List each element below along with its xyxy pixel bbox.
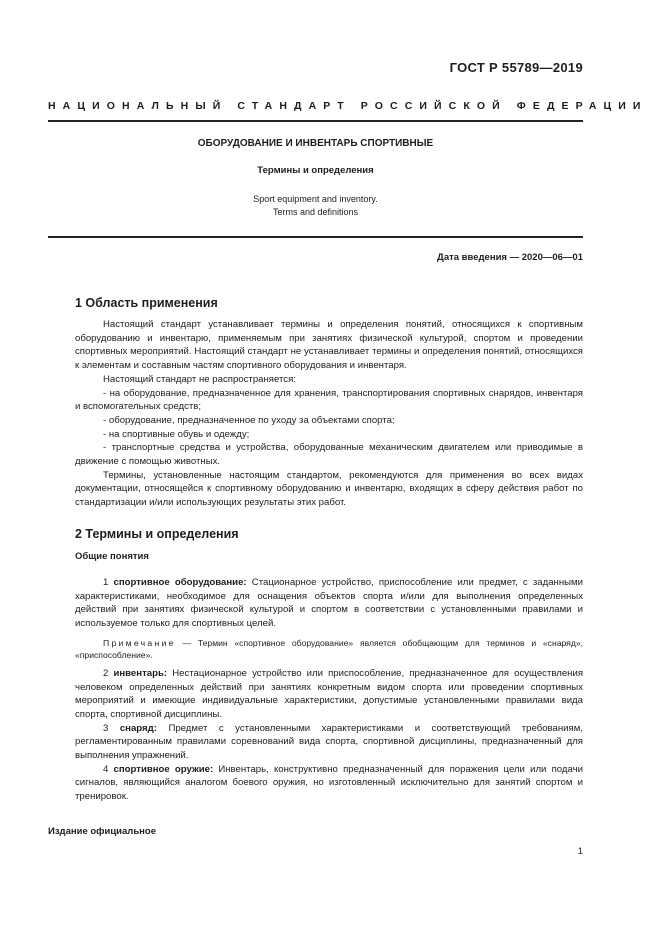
term-number: 3 (103, 722, 109, 734)
page-number: 1 (577, 846, 583, 857)
top-divider (48, 120, 583, 122)
section1-paragraph: Настоящий стандарт не распространяется: (103, 373, 296, 385)
section1-paragraph: Настоящий стандарт устанавливает термины и определения понятий, относящихся к спортивным оборудованию и инвентарю, применяемым при занятиях физической культурой, спортом и проведении спортивных мероприятий. Настоящий стандарт не устанавливает термины и определения понятий, относящихся к элементам и составным частям спортивного оборудования и инвентаря. (75, 319, 583, 372)
term-number: 2 (103, 667, 109, 679)
term-definition: Инвентарь, конструктивно предназначенный для поражения цели или подачи сигналов, являющийся аналогом боевого оружия, но изготовленный исключительно для занятий спортом и тренировок. (75, 763, 583, 803)
term-definition: Стационарное устройство, приспособление или предмет, с заданными характеристиками, необходимое для оснащения объектов спорта и/или для выполнения определенных действий при занятиях физической культурой и спортом в соответствии с установленными правилами и используемое только для спортивных целей. (75, 577, 583, 630)
official-edition-label: Издание официальное (48, 826, 156, 837)
document-subtitle: Термины и определения (257, 165, 374, 176)
section1-body (75, 318, 583, 510)
exclusion-item: - на оборудование, предназначенное для хранения, транспортирования спортивных снарядов, инвентаря и вспомогательных средств; (75, 387, 583, 413)
term-name: инвентарь: (113, 667, 168, 679)
term-entry (75, 722, 583, 763)
exclusion-item: - на спортивные обувь и одежду; (103, 428, 250, 440)
term-definition: Предмет с установленными характеристиками и соответствующий требованиям, регламентированным правилами соревнований вида спорта, спортивной дисциплины, предназначенный для выполнения упражнений. (75, 722, 583, 762)
term-name: спортивное оборудование: (113, 577, 247, 588)
term-number: 1 (103, 577, 109, 588)
note-text: — Термин «спортивное оборудование» является обобщающим для терминов и «снаряд», «приспособление». (75, 637, 583, 660)
section2-heading: 2 Термины и определения (75, 527, 239, 541)
term-entry (75, 763, 583, 804)
term-entry (75, 667, 583, 722)
national-standard-banner: НАЦИОНАЛЬНЫЙ СТАНДАРТ РОССИЙСКОЙ ФЕДЕРАЦИИ (48, 100, 648, 112)
term-definition: Нестационарное устройство или приспособление, предназначенное для осуществления человеком определенных действий при занятиях конкретным видом спорта или проведении спортивных мероприятий и имеющие индивидуальные характеристики, допустимые установленными правилами вида спорта, спортивной дисциплины. (75, 667, 584, 720)
note (75, 637, 583, 661)
term-name: снаряд: (119, 722, 157, 734)
bottom-divider (48, 236, 583, 238)
term-name: спортивное оружие: (113, 763, 214, 775)
section1-paragraph: Термины, установленные настоящим стандартом, рекомендуются для применения во всех видах документации, относящейся к спортивному оборудованию и инвентарю, входящих в сферу действия работ по стандартизации и/или использующих результаты этих работ. (75, 469, 583, 509)
section1-heading: 1 Область применения (75, 296, 218, 310)
exclusion-item: - транспортные средства и устройства, оборудованные механическим двигателем или приводимые в движение с помощью животных. (75, 442, 583, 468)
document-title: ОБОРУДОВАНИЕ И ИНВЕНТАРЬ СПОРТИВНЫЕ (197, 138, 434, 149)
term-entry (75, 576, 583, 631)
english-title (48, 193, 583, 219)
document-number: ГОСТ Р 55789—2019 (449, 60, 583, 75)
term-number: 4 (103, 763, 109, 775)
introduction-date: Дата введения — 2020—06—01 (437, 252, 583, 263)
terms-list (75, 576, 583, 804)
note-label: Примечание (103, 637, 176, 648)
section2-subheading: Общие понятия (75, 551, 149, 562)
english-title-line2: Terms and definitions (272, 207, 359, 217)
exclusion-item: - оборудование, предназначенное по уходу за объектами спорта; (103, 414, 395, 426)
english-title-line1: Sport equipment and inventory. (253, 194, 378, 204)
